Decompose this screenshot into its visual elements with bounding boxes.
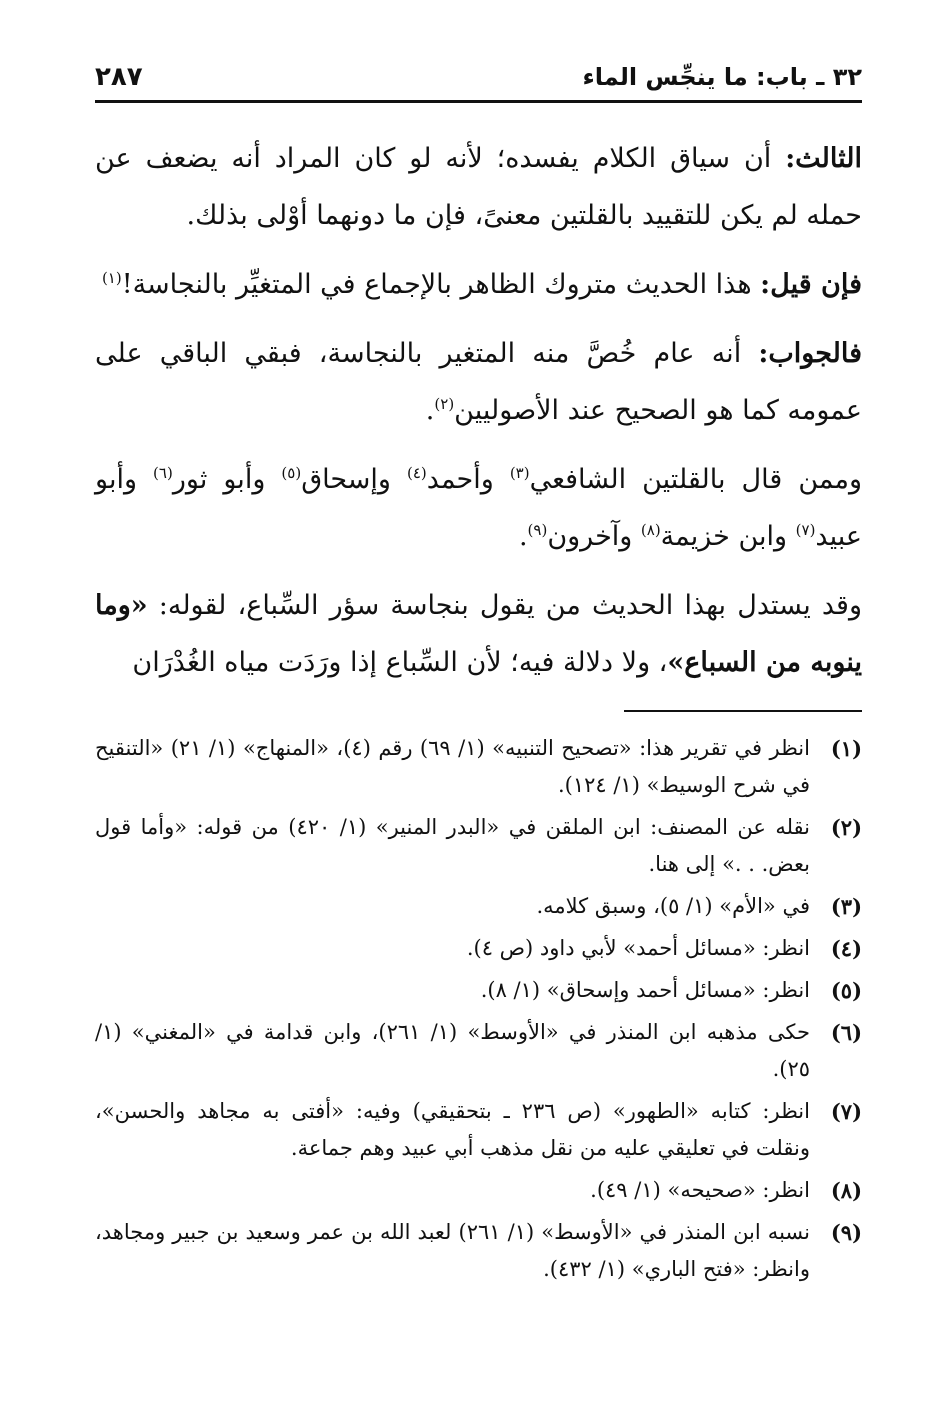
footnote-text: حكى مذهبه ابن المنذر في «الأوسط» (١/ ٢٦١)، وابن قدامة في «المغني» (١/ ٢٥).	[95, 1020, 810, 1081]
paragraph-scholars	[95, 451, 862, 565]
paragraph-text: هذا الحديث متروك الظاهر بالإجماع في المتغيِّر بالنجاسة!	[121, 269, 761, 300]
footnote-number: (٦)	[830, 1020, 862, 1045]
footnote-text: في «الأم» (١/ ٥)، وسبق كلامه.	[536, 894, 810, 918]
footnote-number: (١)	[830, 736, 862, 761]
paragraph-end: .	[425, 395, 435, 426]
footnote-item	[95, 730, 862, 804]
footnote-ref[interactable]: (٨)	[640, 521, 661, 539]
paragraph-text: وآخرون	[547, 521, 641, 552]
footnote-ref[interactable]: (٢)	[434, 395, 455, 413]
footnote-text: انظر: «صحيحه» (١/ ٤٩).	[590, 1178, 810, 1202]
paragraph-objection	[95, 256, 862, 313]
paragraph-text: وقد يستدل بهذا الحديث من يقول بنجاسة سؤر السِّباع، لقوله:	[147, 590, 862, 621]
paragraph-lead: الثالث:	[785, 143, 862, 174]
footnote-item	[95, 1093, 862, 1167]
paragraph-text: أن سياق الكلام يفسده؛ لأنه لو كان المراد أنه يضعف عن حمله لم يكن للتقييد بالقلتين معنىً، فإن ما دونهما أوْلى بذلك.	[95, 143, 862, 231]
footnote-number: (٩)	[830, 1220, 862, 1245]
footnote-ref[interactable]: (٣)	[509, 464, 530, 482]
page-header	[95, 58, 862, 96]
paragraph-text: وممن قال بالقلتين الشافعي	[529, 464, 862, 495]
paragraph-text: ، ولا دلالة فيه؛ لأن السِّباع إذا ورَدَت مياه الغُدْرَان	[132, 647, 668, 678]
footnote-ref[interactable]: (٤)	[406, 464, 427, 482]
footnote-text: نسبه ابن المنذر في «الأوسط» (١/ ٢٦١) لعبد الله بن عمر وسعيد بن جبير ومجاهد، وانظر: «فتح الباري» (١/ ٤٣٢).	[95, 1220, 810, 1281]
paragraph-text: وأبو عبيد	[95, 464, 862, 552]
footnote-item	[95, 888, 862, 925]
footnote-text: انظر في تقرير هذا: «تصحيح التنبيه» (١/ ٦٩) رقم (٤)، «المنهاج» (١/ ٢١) «التنقيح في شرح الوسيط» (١/ ١٢٤).	[95, 736, 810, 797]
footnote-separator	[624, 710, 862, 712]
paragraph-third-point	[95, 130, 862, 244]
footnote-text: نقله عن المصنف: ابن الملقن في «البدر المنير» (١/ ٤٢٠) من قوله: «وأما قول بعض. . .» إلى هنا.	[95, 815, 810, 876]
footnote-item	[95, 972, 862, 1009]
footnote-number: (٣)	[830, 894, 862, 919]
paragraph-text: وإسحاق	[301, 464, 407, 495]
footnote-ref[interactable]: (٩)	[527, 521, 548, 539]
footnote-number: (٢)	[830, 815, 862, 840]
paragraph-text: أنه عام خُصَّ منه المتغير بالنجاسة، فبقي الباقي على عمومه كما هو الصحيح عند الأصوليين	[95, 338, 862, 426]
footnote-number: (٤)	[830, 936, 862, 961]
hadith-quote: «وما ينوبه من السباع»	[95, 590, 862, 678]
paragraph-answer	[95, 325, 862, 439]
footnote-item	[95, 1014, 862, 1088]
chapter-title: ٣٢ ـ باب: ما ينجِّس الماء	[582, 63, 862, 91]
footnote-text: انظر: «مسائل أحمد» لأبي داود (ص ٤).	[466, 936, 810, 960]
header-rule	[95, 100, 862, 103]
paragraph-predators	[95, 577, 862, 691]
footnote-ref[interactable]: (١)	[101, 269, 122, 287]
footnote-ref[interactable]: (٧)	[795, 521, 816, 539]
footnote-number: (٨)	[830, 1178, 862, 1203]
footnote-ref[interactable]: (٦)	[153, 464, 173, 482]
paragraph-end: .	[518, 521, 528, 552]
paragraph-text: وأحمد	[426, 464, 510, 495]
footnote-text: انظر: كتابه «الطهور» (ص ٢٣٦ ـ بتحقيقي) وفيه: «أفتى به مجاهد والحسن»، ونقلت في تعليقي عليه من نقل مذهب أبي عبيد وهم جماعة.	[95, 1099, 810, 1160]
main-text	[95, 130, 862, 703]
paragraph-lead: فإن قيل:	[760, 269, 862, 300]
paragraph-lead: فالجواب:	[758, 338, 862, 369]
footnote-number: (٧)	[830, 1099, 862, 1124]
paragraph-text: وأبو ثور	[172, 464, 282, 495]
paragraph-text: وابن خزيمة	[660, 521, 796, 552]
footnote-item	[95, 1172, 862, 1209]
footnote-ref[interactable]: (٥)	[281, 464, 302, 482]
footnote-text: انظر: «مسائل أحمد وإسحاق» (١/ ٨).	[480, 978, 810, 1002]
footnotes-section	[95, 730, 862, 1293]
footnote-item	[95, 930, 862, 967]
page-number: ٢٨٧	[95, 62, 143, 92]
footnote-item	[95, 809, 862, 883]
footnote-number: (٥)	[830, 978, 862, 1003]
footnote-item	[95, 1214, 862, 1288]
